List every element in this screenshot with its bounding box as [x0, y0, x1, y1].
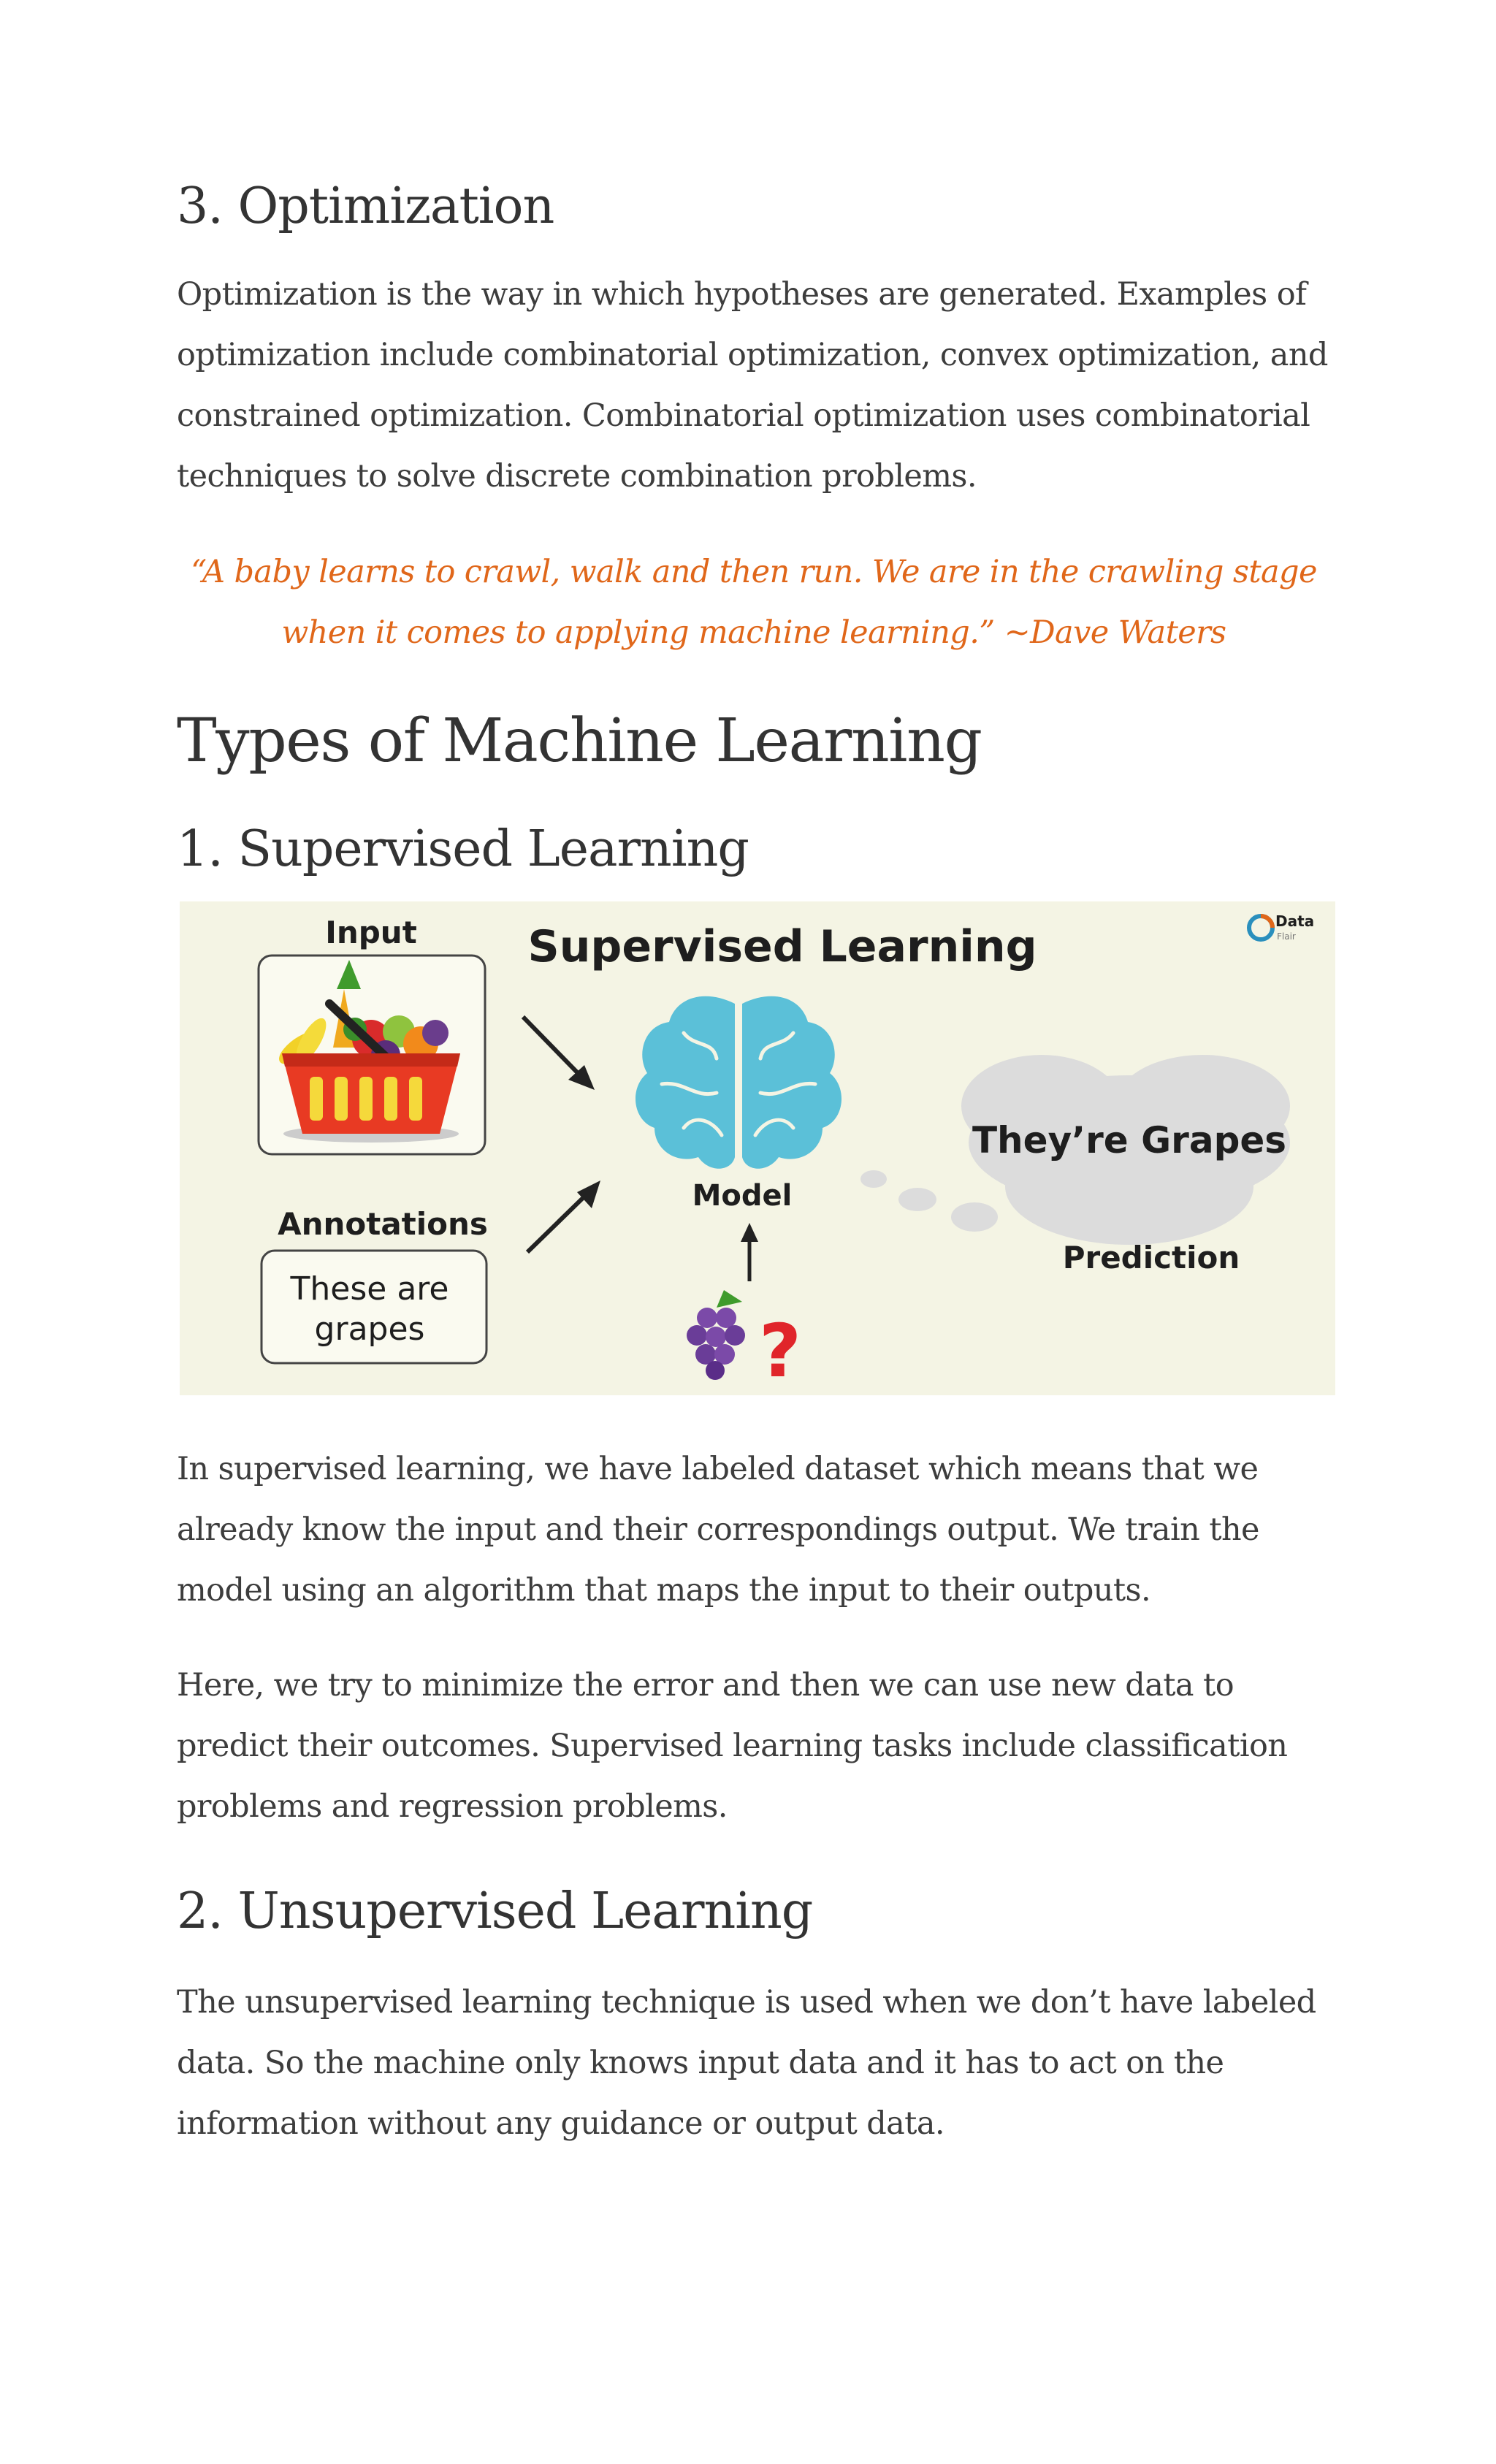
- annotations-label: Annotations: [278, 1206, 488, 1242]
- heading-unsupervised-learning: 2. Unsupervised Learning: [177, 1883, 813, 1940]
- logo-word-data: Data: [1275, 912, 1315, 930]
- logo-word-flair: Flair: [1277, 931, 1296, 942]
- dataflair-logo: [1249, 912, 1314, 942]
- annotation-line-1: These are: [290, 1270, 449, 1308]
- heading-supervised-learning: 1. Supervised Learning: [177, 820, 749, 878]
- quote-dave-waters: “A baby learns to crawl, walk and then run. We are in the crawling stage when it comes to applying machine learning.” ~Dave Waters: [191, 554, 1317, 651]
- brain-model-icon: [636, 996, 842, 1169]
- paragraph-supervised-1: In supervised learning, we have labeled dataset which means that we already know the input and their correspondings output. We train the model using an algorithm that maps the input to their outputs.: [177, 1451, 1259, 1609]
- supervised-learning-figure: [180, 901, 1335, 1395]
- heading-optimization: 3. Optimization: [177, 178, 554, 235]
- model-label: Model: [692, 1179, 793, 1213]
- paragraph-optimization: Optimization is the way in which hypotheses are generated. Examples of optimization include combinatorial optimization, convex optimization, and constrained optimization. Combinatorial optimization uses combinatorial techniques to solve discrete combination problems.: [177, 276, 1328, 495]
- prediction-label: Prediction: [1062, 1240, 1240, 1275]
- figure-title: Supervised Learning: [527, 921, 1037, 972]
- thought-text: They’re Grapes: [972, 1119, 1287, 1162]
- question-mark-icon: ?: [758, 1308, 802, 1394]
- input-label: Input: [325, 915, 417, 950]
- paragraph-unsupervised: The unsupervised learning technique is used when we don’t have labeled data. So the machine only knows input data and it has to act on the information without any guidance or output data.: [177, 1984, 1316, 2142]
- paragraph-supervised-2: Here, we try to minimize the error and then we can use new data to predict their outcomes. Supervised learning tasks include classification problems and regression problems.: [177, 1667, 1288, 1825]
- arrow-input-to-model: [523, 1017, 595, 1090]
- annotation-line-2: grapes: [314, 1311, 425, 1348]
- heading-types-of-ml: Types of Machine Learning: [177, 706, 982, 776]
- grape-icon: [687, 1290, 745, 1380]
- arrow-grape-to-model: [741, 1223, 758, 1281]
- arrow-annotations-to-model: [527, 1180, 600, 1252]
